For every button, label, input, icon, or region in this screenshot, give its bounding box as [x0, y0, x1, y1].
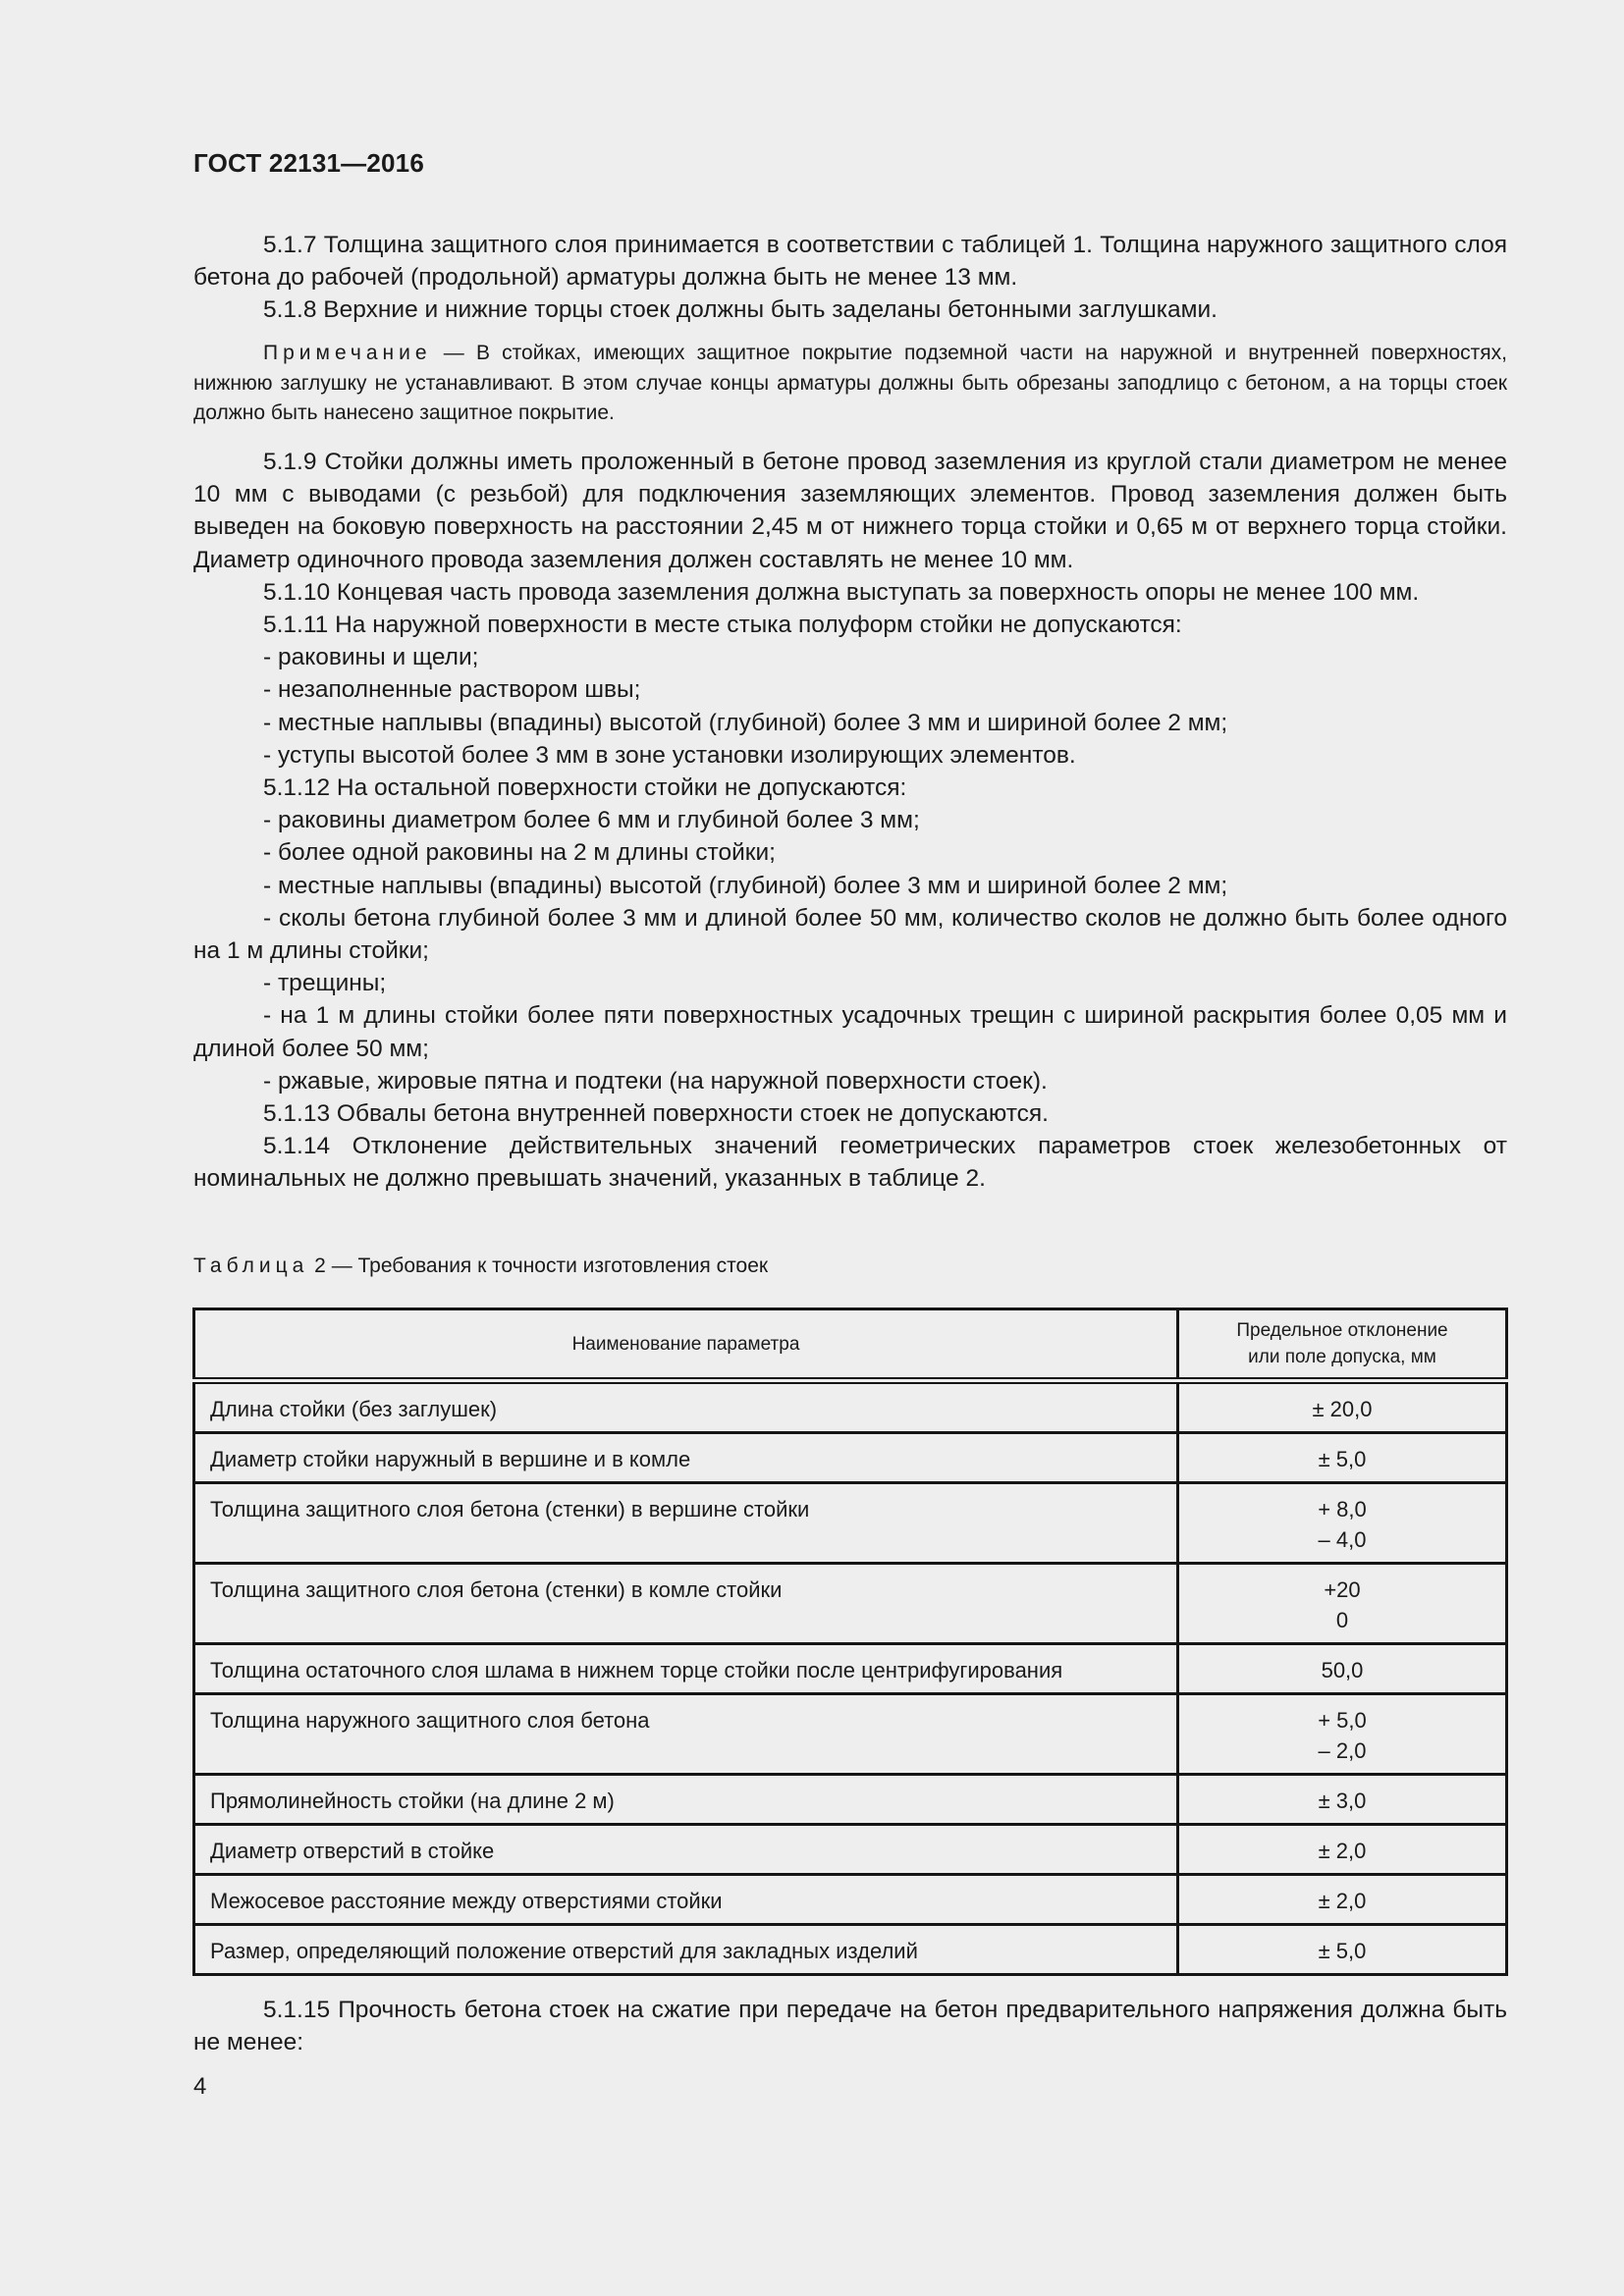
text-block-3 — [193, 1994, 1507, 2058]
paragraph-5-1-10: 5.1.10 Концевая часть провода заземления должна выступать за поверхность опоры не менее 100 мм. — [263, 578, 1420, 606]
table-caption-text: 2 — Требования к точности изготовления стоек — [308, 1255, 769, 1277]
text-block-2 — [193, 446, 1507, 1196]
table-caption — [193, 1253, 768, 1280]
table-row — [194, 1564, 1507, 1644]
cell-parameter: Диаметр стойки наружный в вершине и в комле — [194, 1433, 1178, 1483]
list-item: - незаполненные раствором швы; — [263, 676, 641, 704]
table-row — [194, 1825, 1507, 1875]
list-item: - трещины; — [263, 970, 387, 997]
note-text: — В стойках, имеющих защитное покрытие подземной части на наружной и внутренней поверхностях, нижнюю заглушку не устанавливают. В этом случае концы арматуры должны быть обрезаны заподлицо с бетоном, а на торцы стоек должно быть нанесено защитное покрытие. — [193, 342, 1507, 424]
column-header-parameter: Наименование параметра — [194, 1309, 1178, 1381]
cell-parameter: Межосевое расстояние между отверстиями стойки — [194, 1875, 1178, 1925]
table-caption-label: Таблица — [193, 1255, 309, 1277]
cell-parameter: Размер, определяющий положение отверстий для закладных изделий — [194, 1925, 1178, 1975]
table-row — [194, 1925, 1507, 1975]
list-item: - раковины диаметром более 6 мм и глубиной более 3 мм; — [263, 807, 920, 834]
list-item: - более одной раковины на 2 м длины стойки; — [263, 839, 776, 867]
cell-parameter: Толщина наружного защитного слоя бетона — [194, 1694, 1178, 1775]
cell-tolerance: ± 2,0 — [1178, 1875, 1507, 1925]
note-label: Примечание — [263, 342, 432, 364]
cell-tolerance: ± 3,0 — [1178, 1775, 1507, 1825]
table-row — [194, 1381, 1507, 1433]
cell-parameter: Толщина защитного слоя бетона (стенки) в вершине стойки — [194, 1483, 1178, 1564]
requirements-table — [192, 1308, 1508, 1976]
cell-parameter: Толщина защитного слоя бетона (стенки) в комле стойки — [194, 1564, 1178, 1644]
paragraph-5-1-9: 5.1.9 Стойки должны иметь проложенный в бетоне провод заземления из круглой стали диаметром не менее 10 мм с выводами (с резьбой) для подключения заземляющих элементов. Провод заземления должен быть выведен на боковую поверхность на расстоянии 2,45 м от нижнего торца стойки и 0,65 м от верхнего торца стойки. Диаметр одиночного провода заземления должен составлять не менее 10 мм. — [193, 449, 1507, 573]
cell-tolerance: +20 0 — [1178, 1564, 1507, 1644]
cell-parameter: Диаметр отверстий в стойке — [194, 1825, 1178, 1875]
document-header: ГОСТ 22131—2016 — [193, 148, 424, 178]
table-row — [194, 1483, 1507, 1564]
cell-tolerance: ± 5,0 — [1178, 1925, 1507, 1975]
list-item: - ржавые, жировые пятна и подтеки (на наружной поверхности стоек). — [263, 1067, 1048, 1095]
paragraph-5-1-11: 5.1.11 На наружной поверхности в месте стыка полуформ стойки не допускаются: — [263, 612, 1182, 639]
list-item: - местные наплывы (впадины) высотой (глубиной) более 3 мм и шириной более 2 мм; — [263, 709, 1228, 736]
note — [193, 339, 1507, 429]
cell-tolerance: ± 5,0 — [1178, 1433, 1507, 1483]
paragraph-5-1-8: 5.1.8 Верхние и нижние торцы стоек должны быть заделаны бетонными заглушками. — [263, 296, 1218, 324]
table-row — [194, 1433, 1507, 1483]
cell-parameter: Длина стойки (без заглушек) — [194, 1381, 1178, 1433]
cell-parameter: Прямолинейность стойки (на длине 2 м) — [194, 1775, 1178, 1825]
paragraph-5-1-7: 5.1.7 Толщина защитного слоя принимается в соответствии с таблицей 1. Толщина наружного защитного слоя бетона до рабочей (продольной) арматуры должна быть не менее 13 мм. — [193, 232, 1507, 292]
paragraph-5-1-12: 5.1.12 На остальной поверхности стойки не допускаются: — [263, 774, 907, 802]
paragraph-5-1-13: 5.1.13 Обвалы бетона внутренней поверхности стоек не допускаются. — [263, 1100, 1049, 1128]
table-row — [194, 1694, 1507, 1775]
cell-tolerance: + 8,0 – 4,0 — [1178, 1483, 1507, 1564]
list-item: - раковины и щели; — [263, 644, 479, 671]
list-item: - на 1 м длины стойки более пяти поверхностных усадочных трещин с шириной раскрытия более 0,05 мм и длиной более 50 мм; — [193, 1002, 1507, 1062]
paragraph-5-1-14: 5.1.14 Отклонение действительных значений геометрических параметров стоек железобетонных от номинальных не должно превышать значений, указанных в таблице 2. — [193, 1133, 1507, 1193]
table-row — [194, 1644, 1507, 1694]
table-row — [194, 1875, 1507, 1925]
table-row — [194, 1775, 1507, 1825]
paragraph-5-1-15: 5.1.15 Прочность бетона стоек на сжатие при передаче на бетон предварительного напряжения должна быть не менее: — [193, 1997, 1507, 2056]
page-number: 4 — [193, 2073, 207, 2100]
list-item: - сколы бетона глубиной более 3 мм и длиной более 50 мм, количество сколов не должно быть более одного на 1 м длины стойки; — [193, 904, 1507, 965]
text-block-1 — [193, 229, 1507, 327]
cell-tolerance: ± 20,0 — [1178, 1381, 1507, 1433]
list-item: - местные наплывы (впадины) высотой (глубиной) более 3 мм и шириной более 2 мм; — [263, 872, 1228, 899]
table-header-row — [194, 1309, 1507, 1381]
column-header-tolerance: Предельное отклонение или поле допуска, мм — [1178, 1309, 1507, 1381]
cell-parameter: Толщина остаточного слоя шлама в нижнем торце стойки после центрифугирования — [194, 1644, 1178, 1694]
cell-tolerance: + 5,0 – 2,0 — [1178, 1694, 1507, 1775]
list-item: - уступы высотой более 3 мм в зоне установки изолирующих элементов. — [263, 741, 1076, 769]
cell-tolerance: 50,0 — [1178, 1644, 1507, 1694]
cell-tolerance: ± 2,0 — [1178, 1825, 1507, 1875]
